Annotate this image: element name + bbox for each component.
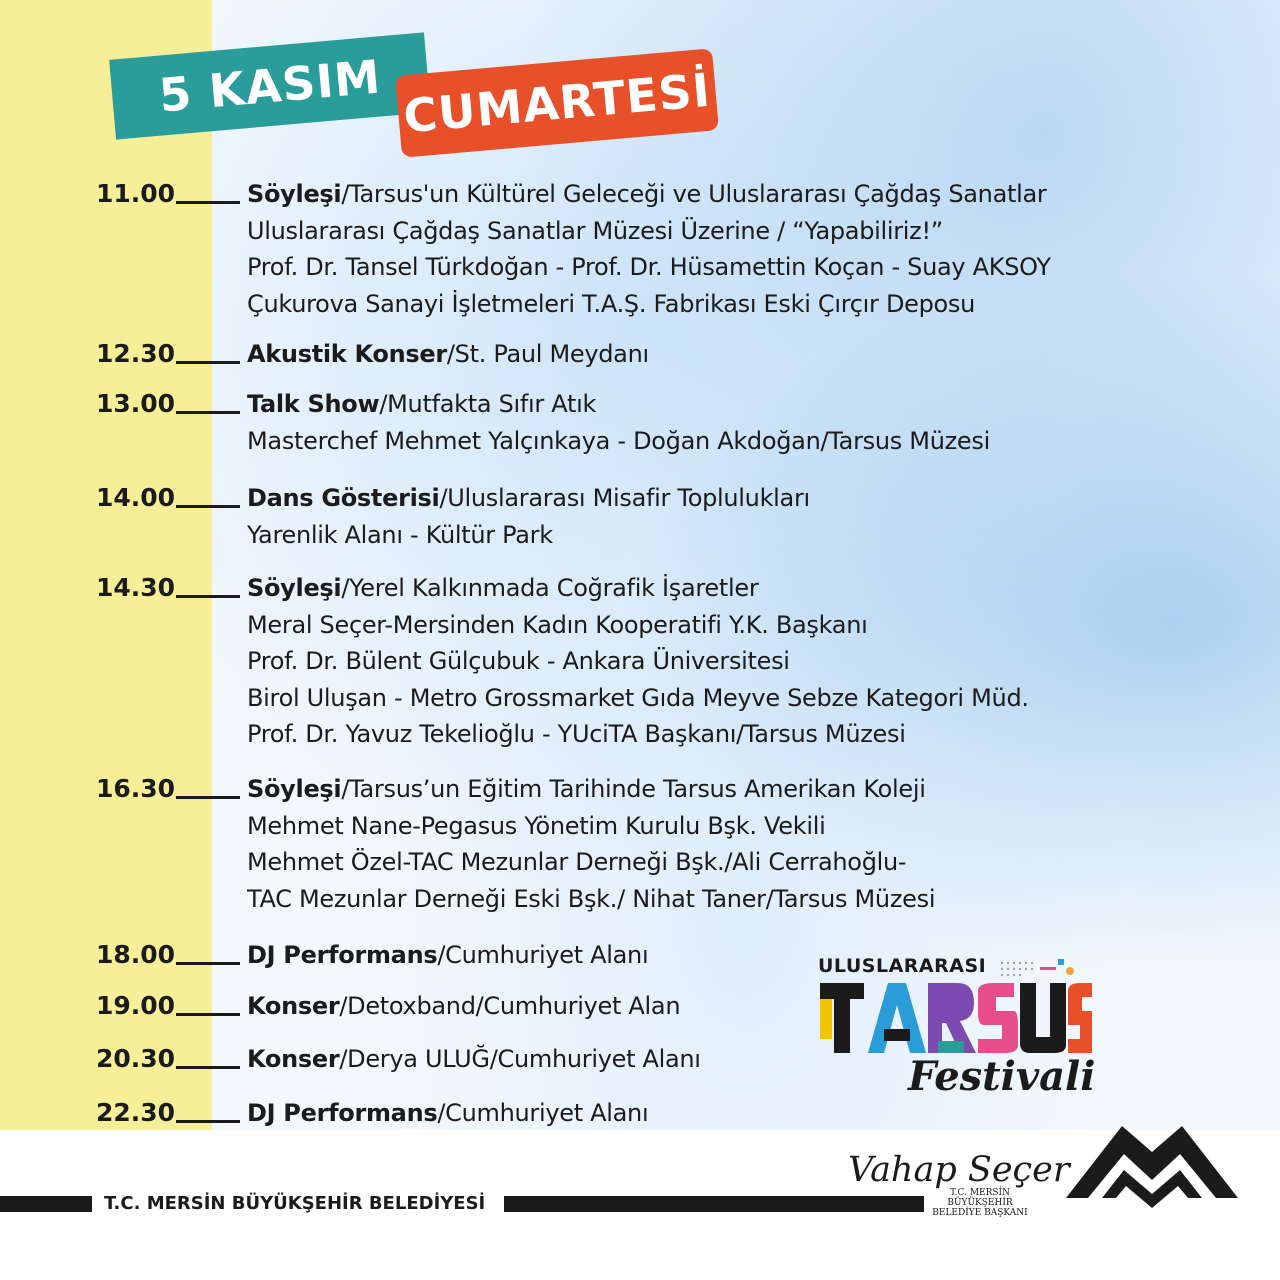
event-line [247,517,810,554]
event-line [247,988,680,1025]
confetti-dots-icon [998,957,1088,981]
event-details [247,1041,701,1078]
event-text: Çukurova Sanayi İşletmeleri T.A.Ş. Fabrikası Eski Çırçır Deposu [247,289,976,318]
event-line [247,1041,701,1078]
event-line [247,423,990,460]
event-line [247,643,1029,680]
festival-logo [818,955,1094,1115]
tarsus-wordmark [818,981,1094,1057]
festival-logo-top-word: ULUSLARARASI [818,955,987,977]
event-text: Mehmet Özel-TAC Mezunlar Derneği Bşk./Ali Cerrahoğlu- [247,848,907,876]
mayor-title-line2: BELEDİYE BAŞKANI [932,1208,1028,1218]
event-title: DJ Performans [247,1099,438,1127]
event-text: /Tarsus'un Kültürel Geleceği ve Uluslararası Çağdaş Sanatlar [341,180,1047,208]
day-label: CUMARTESİ [401,62,713,144]
event-text: Meral Seçer-Mersinden Kadın Kooperatifi Y.K. Başkanı [247,610,868,639]
event-time: 14.30 [96,573,176,602]
event-time: 12.30 [96,339,176,368]
event-text: Yarenlik Alanı - Kültür Park [247,520,553,549]
event-details [247,176,1051,322]
event-details [247,480,810,553]
event-title: Akustik Konser [247,340,447,368]
event-details [247,336,649,373]
event-time: 20.30 [96,1044,176,1073]
mayor-title-line1: T.C. MERSİN BÜYÜKŞEHİR [947,1188,1013,1208]
event-text: /Cumhuriyet Alanı [437,941,649,969]
event-title: Talk Show [247,390,380,418]
event-time: 16.30 [96,774,176,803]
event-line [247,844,935,881]
event-time: 18.00 [96,940,176,969]
festival-logo-script-word: Festivali [908,1053,1096,1100]
event-time: 22.30 [96,1098,176,1127]
footer-bar-left [0,1196,92,1212]
time-dash [176,595,240,598]
event-line [247,680,1029,717]
event-details [247,386,990,459]
event-time: 19.00 [96,991,176,1020]
event-details [247,570,1029,753]
event-title: Söyleşi [247,180,342,208]
time-dash [176,1013,240,1016]
event-time: 14.00 [96,483,176,512]
event-title: Söyleşi [247,775,342,803]
time-dash [176,411,240,414]
event-line [247,808,935,845]
event-text: /St. Paul Meydanı [446,340,649,368]
time-dash [176,1120,240,1123]
event-line [247,336,649,373]
event-text: /Yerel Kalkınmada Coğrafik İşaretler [341,574,759,602]
time-dash [176,962,240,965]
event-title: DJ Performans [247,941,438,969]
event-text: /Derya ULUĞ/Cumhuriyet Alanı [339,1045,701,1073]
event-text: Uluslararası Çağdaş Sanatlar Müzesi Üzerine / “Yapabiliriz!” [247,216,943,245]
time-dash [176,201,240,204]
event-text: Prof. Dr. Yavuz Tekelioğlu - YUciTA Başkanı/Tarsus Müzesi [247,720,906,748]
mersin-m-logo-icon [1062,1118,1242,1210]
event-details [247,1095,648,1132]
event-details [247,771,935,917]
event-text: TAC Mezunlar Derneği Eski Bşk./ Nihat Taner/Tarsus Müzesi [247,884,936,913]
time-dash [176,796,240,799]
event-text: /Cumhuriyet Alanı [437,1099,649,1127]
event-text: /Uluslararası Misafir Toplulukları [439,484,810,512]
footer-bar-right [504,1196,924,1212]
event-line [247,1095,648,1132]
municipality-name: T.C. MERSİN BÜYÜKŞEHİR BELEDİYESİ [104,1193,486,1214]
event-details [247,988,680,1025]
date-label: 5 KASIM [156,49,384,123]
event-line [247,213,1051,250]
event-title: Dans Gösterisi [247,484,440,512]
event-line [247,716,1029,753]
event-line [247,286,1051,323]
event-line [247,607,1029,644]
event-title: Konser [247,1045,340,1073]
mayor-signature: Vahap Seçer [848,1150,1070,1190]
event-text: /Tarsus’un Eğitim Tarihinde Tarsus Amerikan Koleji [341,775,926,803]
event-time: 11.00 [96,179,176,208]
event-details [247,937,648,974]
event-text: Birol Uluşan - Metro Grossmarket Gıda Meyve Sebze Kategori Müd. [247,683,1029,712]
event-text: Prof. Dr. Bülent Gülçubuk - Ankara Üniversitesi [247,647,790,675]
event-title: Söyleşi [247,574,342,602]
event-line [247,249,1051,286]
event-text: /Mutfakta Sıfır Atık [379,390,597,418]
event-time: 13.00 [96,389,176,418]
event-line [247,570,1029,607]
event-text: Masterchef Mehmet Yalçınkaya - Doğan Akdoğan/Tarsus Müzesi [247,426,990,455]
event-line [247,937,648,974]
event-line [247,771,935,808]
event-line [247,480,810,517]
time-dash [176,361,240,364]
event-line [247,176,1051,213]
event-text: /Detoxband/Cumhuriyet Alan [339,992,681,1020]
time-dash [176,1066,240,1069]
time-dash [176,505,240,508]
event-line [247,386,990,423]
event-title: Konser [247,992,340,1020]
event-line [247,881,935,918]
event-text: Prof. Dr. Tansel Türkdoğan - Prof. Dr. Hüsamettin Koçan - Suay AKSOY [247,253,1051,281]
mayor-title [930,1188,1030,1218]
event-text: Mehmet Nane-Pegasus Yönetim Kurulu Bşk. Vekili [247,811,826,840]
